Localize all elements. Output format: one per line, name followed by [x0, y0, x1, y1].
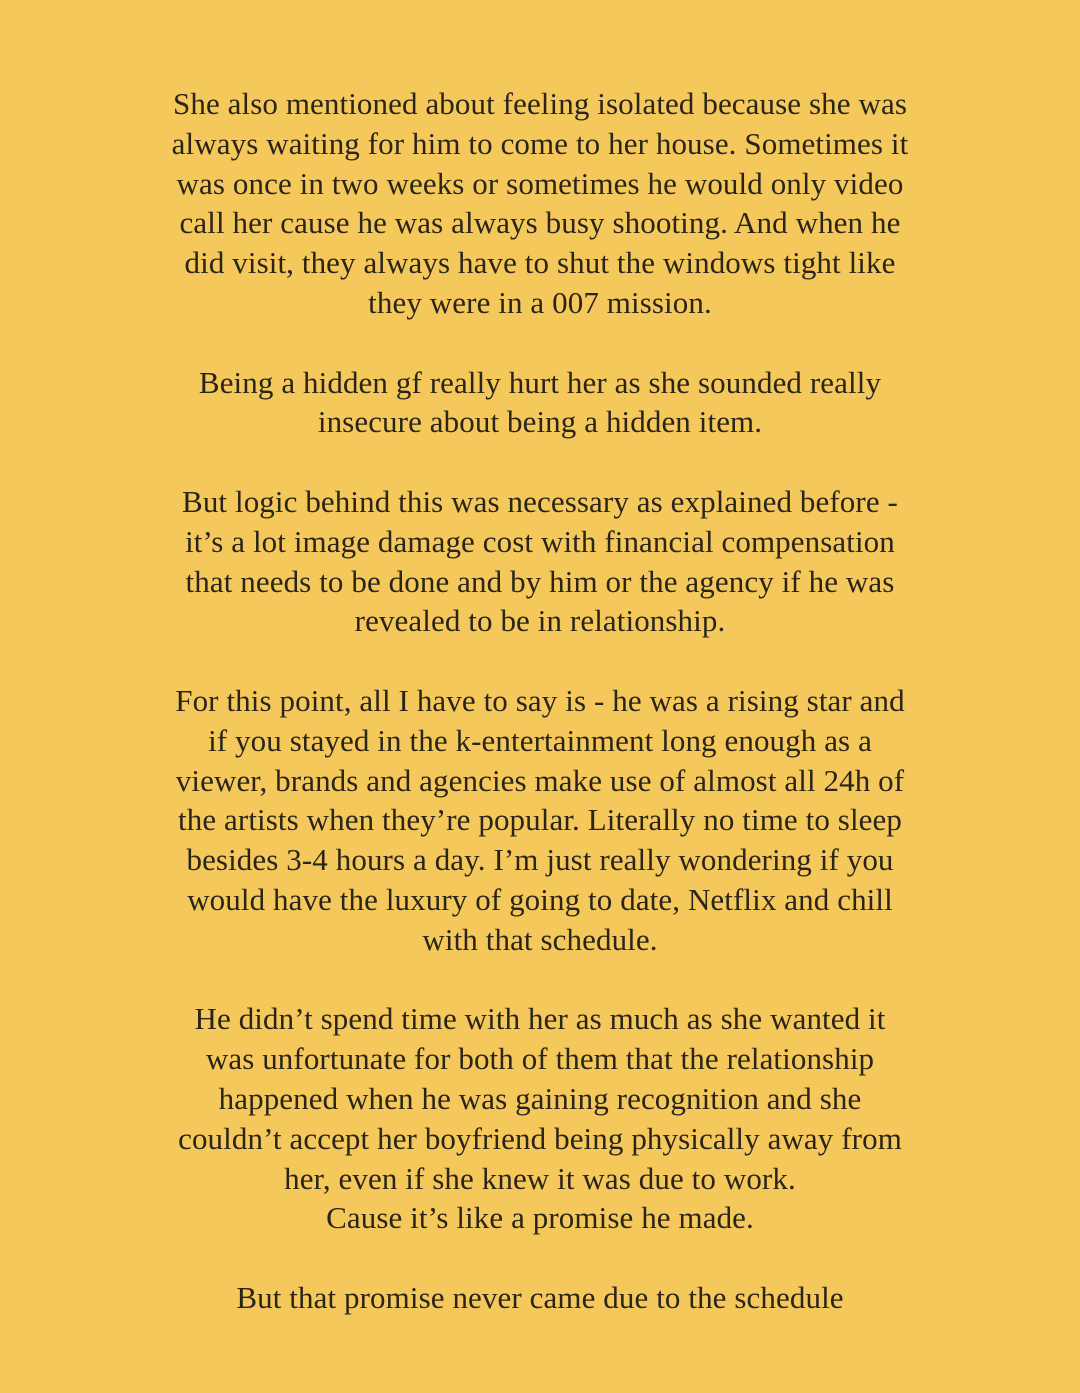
- story-line: But logic behind this was necessary as explained before -: [182, 483, 898, 519]
- story-text: [80, 84, 1000, 1318]
- story-line: was unfortunate for both of them that the relationship: [205, 1041, 875, 1077]
- story-line: But that promise never came due to the schedule: [236, 1279, 844, 1315]
- story-line: did visit, they always have to shut the windows tight like: [184, 245, 896, 281]
- story-line: insecure about being a hidden item.: [317, 404, 763, 440]
- story-paragraph-4: [80, 681, 1000, 960]
- story-line: was once in two weeks or sometimes he would only video: [176, 165, 904, 201]
- story-line: always waiting for him to come to her house. Sometimes it: [171, 125, 909, 161]
- story-line: with that schedule.: [422, 921, 658, 957]
- story-paragraph-2: [80, 363, 1000, 443]
- story-line: the artists when they’re popular. Literally no time to sleep: [178, 802, 902, 838]
- story-line: happened when he was gaining recognition and she: [218, 1080, 862, 1116]
- story-line: viewer, brands and agencies make use of almost all 24h of: [175, 762, 905, 798]
- story-line: Cause it’s like a promise he made.: [326, 1200, 754, 1236]
- story-line: revealed to be in relationship.: [354, 603, 726, 639]
- story-line: Being a hidden gf really hurt her as she sounded really: [198, 364, 882, 400]
- story-paragraph-1: [80, 84, 1000, 323]
- story-line: For this point, all I have to say is - he was a rising star and: [175, 682, 905, 718]
- story-line: She also mentioned about feeling isolated because she was: [173, 86, 907, 121]
- story-line: they were in a 007 mission.: [368, 284, 712, 320]
- story-line: couldn’t accept her boyfriend being physically away from: [178, 1120, 902, 1156]
- story-line: if you stayed in the k-entertainment long enough as a: [208, 722, 872, 758]
- story-paragraph-3: [80, 482, 1000, 641]
- story-line: that needs to be done and by him or the agency if he was: [185, 563, 895, 599]
- story-line: besides 3-4 hours a day. I’m just really wondering if you: [186, 842, 894, 878]
- story-line: her, even if she knew it was due to work.: [284, 1160, 796, 1196]
- story-line: it’s a lot image damage cost with financial compensation: [185, 523, 895, 559]
- story-line: would have the luxury of going to date, Netflix and chill: [187, 881, 893, 917]
- story-paragraph-6: [80, 1278, 1000, 1318]
- story-line: call her cause he was always busy shooting. And when he: [179, 205, 901, 241]
- story-line: He didn’t spend time with her as much as she wanted it: [194, 1001, 886, 1037]
- story-paragraph-5: [80, 999, 1000, 1238]
